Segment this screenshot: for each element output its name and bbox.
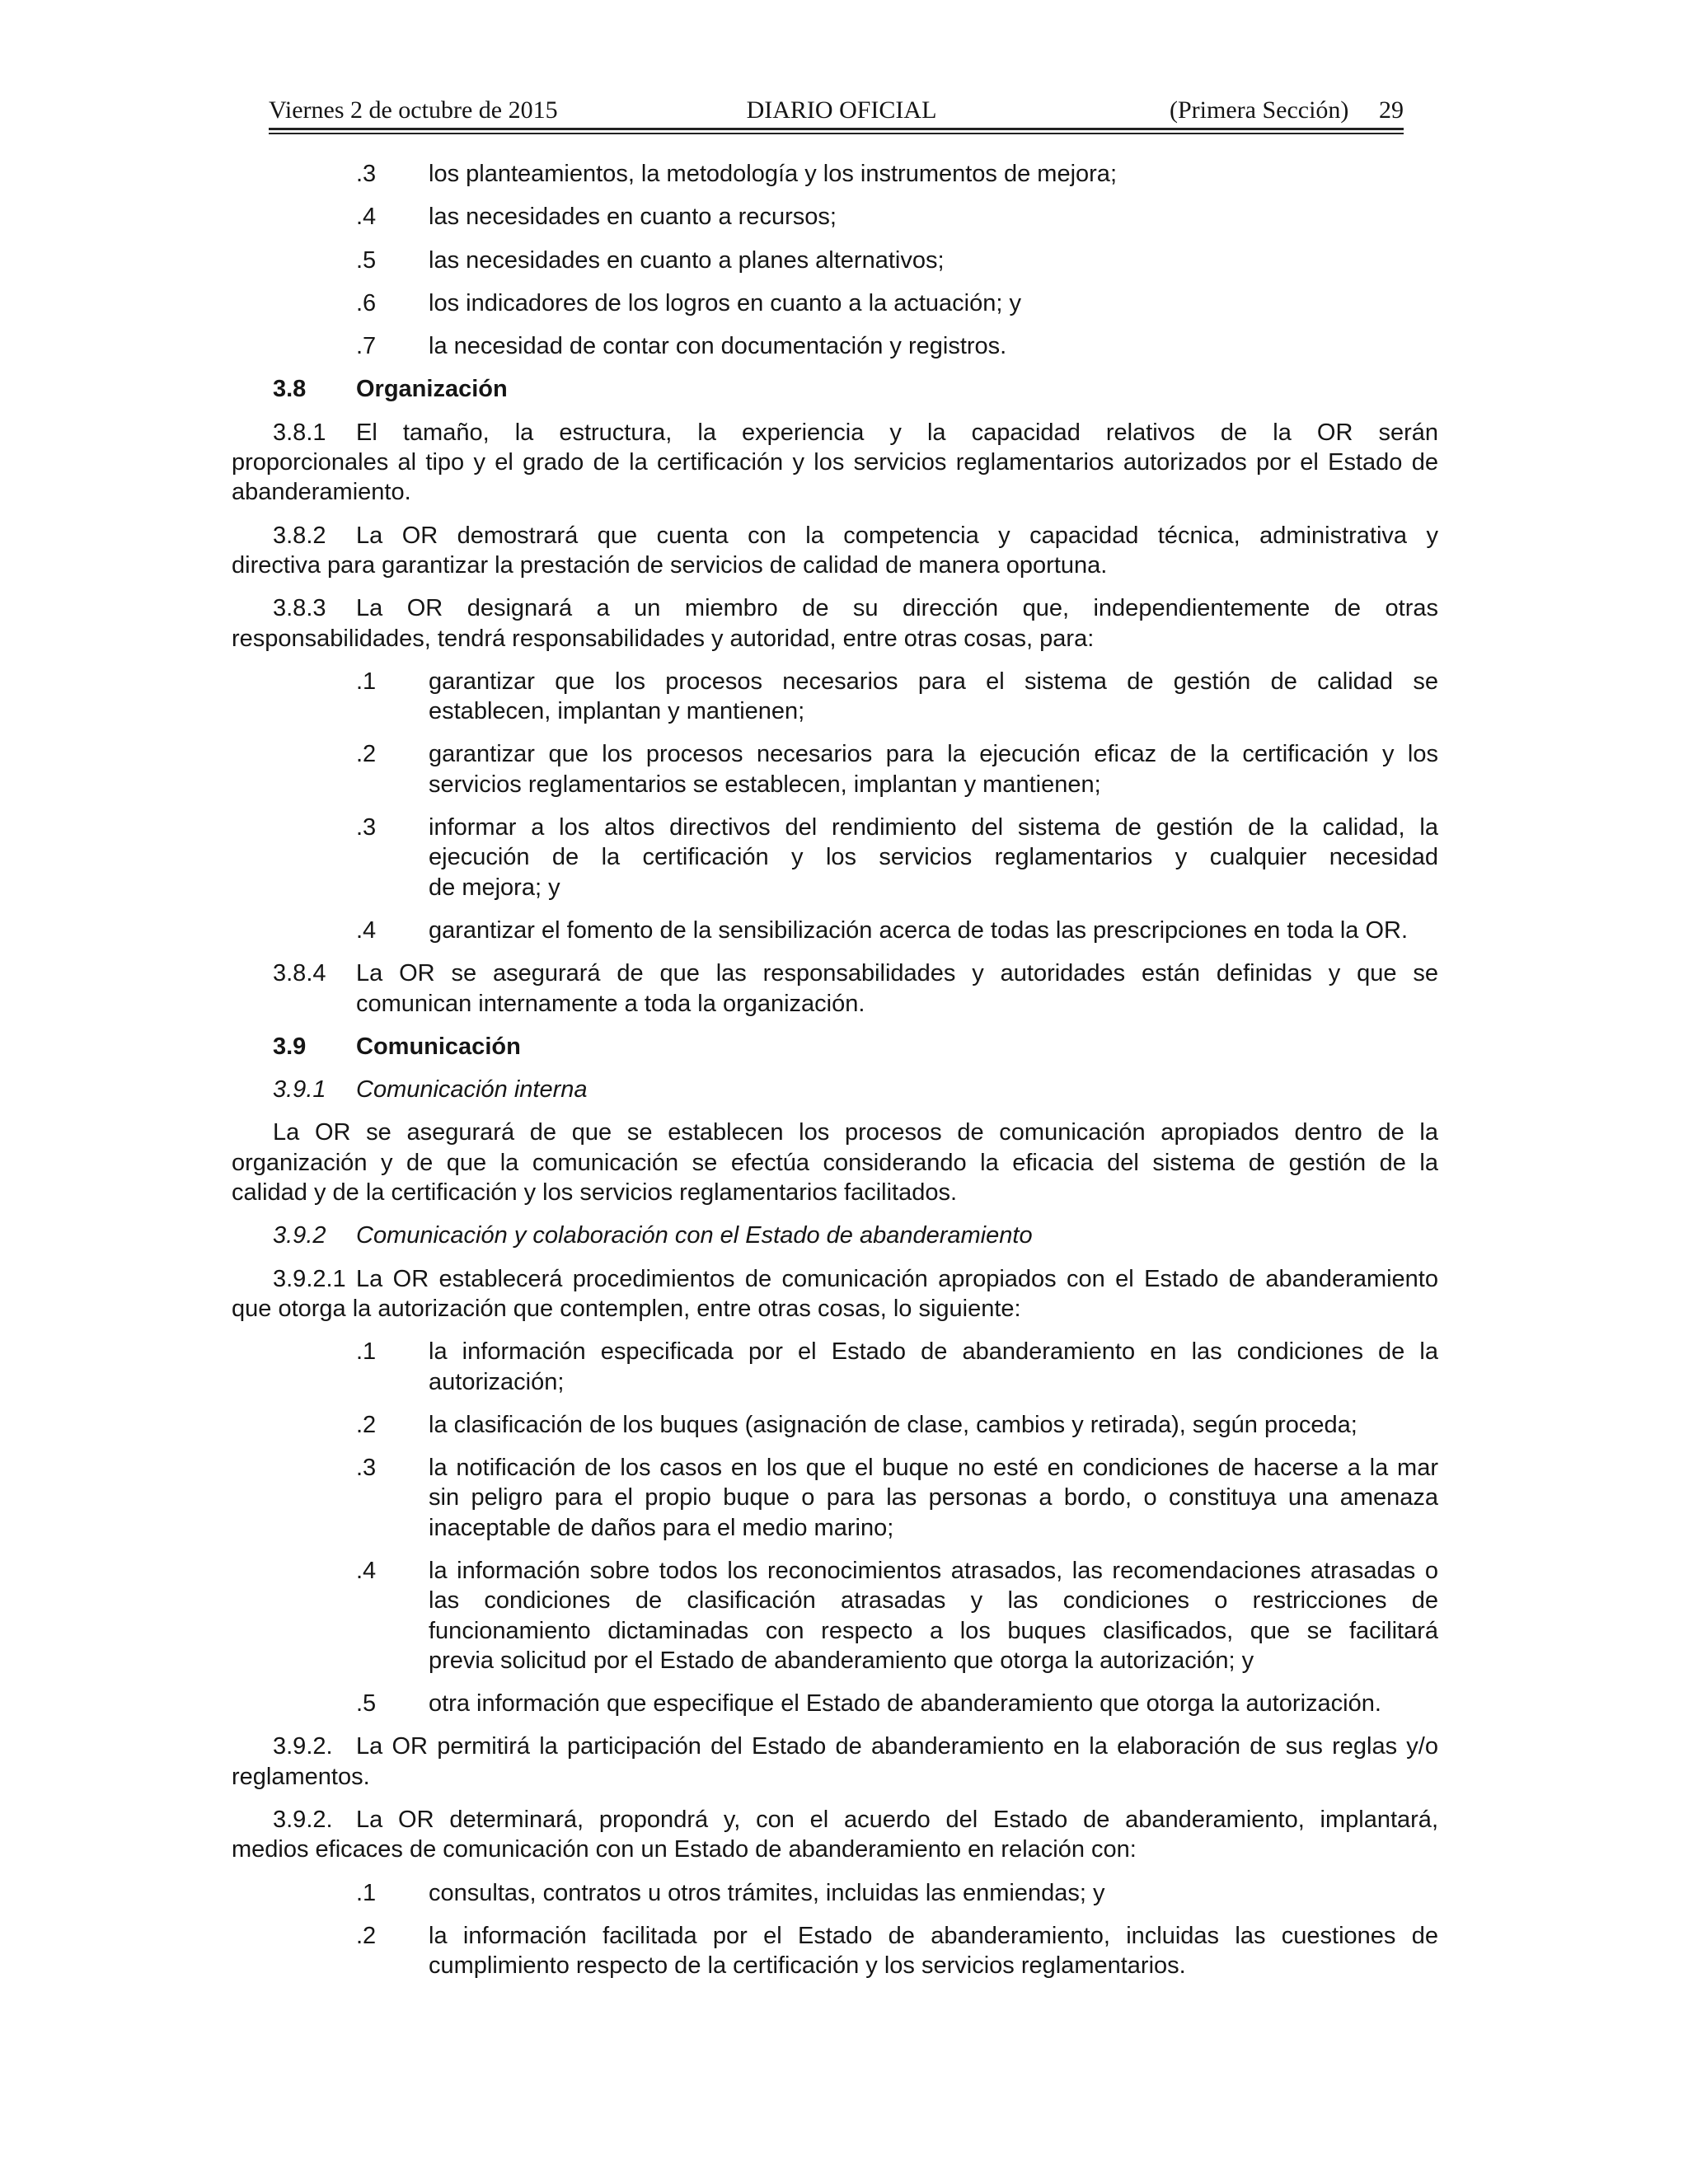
text-line: El tamaño, la estructura, la experiencia y la capacidad relativos de la OR serán — [356, 419, 1438, 446]
text-line: otra información que especifique el Estado de abanderamiento que otorga la autorización. — [429, 1690, 1381, 1718]
subsection-title: Comunicación interna — [356, 1076, 588, 1104]
list-item — [232, 667, 1438, 727]
text-line: ejecución de la certificación y los servicios reglamentarios y cualquier necesidad — [429, 844, 1438, 871]
list-item — [232, 331, 1438, 361]
text-line: La OR demostrará que cuenta con la competencia y capacidad técnica, administrativa y — [356, 522, 1438, 549]
item-number: .4 — [356, 1557, 377, 1584]
header-rule-thick — [269, 128, 1404, 130]
paragraph — [232, 1805, 1438, 1865]
text-line: responsabilidades, tendrá responsabilidades y autoridad, entre otras cosas, para: — [232, 625, 1095, 652]
text-line: garantizar que los procesos necesarios para la ejecución eficaz de la certificación y los — [429, 741, 1438, 768]
item-number: .2 — [356, 1922, 377, 1949]
item-number: .5 — [356, 246, 377, 274]
text-line: inaceptable de daños para el medio marino; — [429, 1514, 894, 1541]
text-line: La OR se asegurará de que las responsabilidades y autoridades están definidas y que se — [356, 960, 1438, 987]
section-number: 3.9 — [273, 1033, 307, 1060]
paragraph — [232, 1264, 1438, 1324]
paragraph-number: 3.8.1 — [273, 419, 326, 446]
item-number: .4 — [356, 916, 377, 944]
list-item — [232, 916, 1438, 945]
section-title: Organización — [356, 376, 508, 403]
text-line: la notificación de los casos en los que el buque no esté en condiciones de hacerse a la mar — [429, 1455, 1438, 1482]
paragraph-number: 3.8.3 — [273, 595, 326, 622]
paragraph-number: 3.9.2.1 — [273, 1265, 346, 1292]
item-number: .4 — [356, 204, 377, 231]
paragraph — [232, 521, 1438, 581]
text-line: calidad y de la certificación y los servicios reglamentarios facilitados. — [232, 1179, 958, 1207]
text-line: servicios reglamentarios se establecen, implantan y mantienen; — [429, 771, 1101, 798]
section-label: (Primera Sección) — [1170, 96, 1349, 124]
subsection-title: Comunicación y colaboración con el Estado de abanderamiento — [356, 1222, 1033, 1249]
text-line: proporcionales al tipo y el grado de la certificación y los servicios reglamentarios autorizados por el Estado de — [232, 449, 1438, 476]
text-line: los indicadores de los logros en cuanto a la actuación; y — [429, 289, 1021, 316]
list-item — [232, 159, 1438, 189]
text-line: los planteamientos, la metodología y los instrumentos de mejora; — [429, 161, 1117, 187]
item-number: .6 — [356, 289, 377, 316]
text-line: autorización; — [429, 1368, 565, 1395]
list-item — [232, 813, 1438, 902]
list-item — [232, 288, 1438, 318]
text-line: la información especificada por el Estado de abanderamiento en las condiciones de la — [429, 1338, 1438, 1366]
text-line: La OR designará a un miembro de su dirección que, independientemente de otras — [356, 595, 1438, 622]
text-line: las necesidades en cuanto a recursos; — [429, 204, 837, 231]
list-item — [232, 1556, 1438, 1675]
subsection-number: 3.9.1 — [273, 1076, 326, 1104]
text-line: directiva para garantizar la prestación de servicios de calidad de manera oportuna. — [232, 551, 1108, 579]
item-number: .5 — [356, 1690, 377, 1718]
text-line: establecen, implantan y mantienen; — [429, 698, 805, 725]
text-line: consultas, contratos u otros trámites, incluidas las enmiendas; y — [429, 1879, 1105, 1906]
paragraph — [232, 1732, 1438, 1792]
text-line: La OR permitirá la participación del Estado de abanderamiento en la elaboración de sus reglas y/o — [356, 1733, 1438, 1760]
list-item — [232, 202, 1438, 232]
text-line: medios eficaces de comunicación con un Estado de abanderamiento en relación con: — [232, 1836, 1137, 1863]
text-line: la información sobre todos los reconocimientos atrasados, las recomendaciones atrasadas o — [429, 1557, 1438, 1584]
paragraph-number: 3.8.2 — [273, 522, 326, 549]
list-item — [232, 1410, 1438, 1440]
text-line: La OR establecerá procedimientos de comunicación apropiados con el Estado de abanderamiento — [356, 1265, 1438, 1292]
item-number: .7 — [356, 333, 377, 360]
list-item — [232, 246, 1438, 275]
subsection-heading — [232, 1075, 1438, 1104]
list-item — [232, 1689, 1438, 1718]
paragraph-number: 3.8.4 — [273, 960, 326, 987]
paragraph-number: 3.9.2. — [273, 1733, 333, 1760]
paragraph — [232, 418, 1438, 508]
paragraph — [232, 593, 1438, 654]
text-line: La OR determinará, propondrá y, con el acuerdo del Estado de abanderamiento, implantará, — [356, 1807, 1438, 1834]
subsection-heading — [232, 1221, 1438, 1250]
paragraph-number: 3.9.2. — [273, 1807, 333, 1834]
publication-title: DIARIO OFICIAL — [746, 96, 937, 124]
item-number: .3 — [356, 1455, 377, 1482]
text-line: informar a los altos directivos del rendimiento del sistema de gestión de la calidad, la — [429, 814, 1438, 841]
page-number: 29 — [1379, 96, 1404, 124]
paragraph — [232, 1118, 1438, 1207]
text-line: previa solicitud por el Estado de abanderamiento que otorga la autorización; y — [429, 1647, 1254, 1674]
section-heading — [232, 1032, 1438, 1062]
text-line: sin peligro para el propio buque o para las personas a bordo, o constituya una amenaza — [429, 1484, 1438, 1511]
item-number: .1 — [356, 1879, 377, 1906]
list-item — [232, 1878, 1438, 1908]
text-line: organización y de que la comunicación se efectúa considerando la eficacia del sistema de gestión de la — [232, 1149, 1438, 1176]
text-line: la necesidad de contar con documentación y registros. — [429, 333, 1007, 360]
list-item — [232, 1453, 1438, 1543]
item-number: .3 — [356, 161, 377, 187]
text-line: las condiciones de clasificación atrasadas y las condiciones o restricciones de — [429, 1587, 1438, 1615]
section-heading — [232, 374, 1438, 404]
header-rule-thin — [269, 133, 1404, 134]
item-number: .1 — [356, 668, 377, 695]
list-item — [232, 1337, 1438, 1397]
text-line: abanderamiento. — [232, 479, 411, 506]
item-number: .1 — [356, 1338, 377, 1366]
text-line: funcionamiento dictaminadas con respecto a los buques clasificados, que se facilitará — [429, 1617, 1438, 1644]
paragraph — [232, 958, 1438, 1019]
section-title: Comunicación — [356, 1033, 521, 1060]
list-item — [232, 1921, 1438, 1981]
item-number: .2 — [356, 741, 377, 768]
item-number: .3 — [356, 814, 377, 841]
text-line: garantizar que los procesos necesarios para el sistema de gestión de calidad se — [429, 668, 1438, 695]
text-line: cumplimiento respecto de la certificación y los servicios reglamentarios. — [429, 1952, 1186, 1980]
text-line: de mejora; y — [429, 874, 560, 901]
text-line: que otorga la autorización que contemplen, entre otras cosas, lo siguiente: — [232, 1295, 1021, 1322]
list-item — [232, 739, 1438, 799]
item-number: .2 — [356, 1411, 377, 1438]
text-line: la información facilitada por el Estado de abanderamiento, incluidas las cuestiones de — [429, 1922, 1438, 1949]
text-line: La OR se asegurará de que se establecen los procesos de comunicación apropiados dentro de la — [273, 1119, 1438, 1146]
text-line: la clasificación de los buques (asignación de clase, cambios y retirada), según proceda; — [429, 1411, 1357, 1438]
subsection-number: 3.9.2 — [273, 1222, 326, 1249]
text-line: comunican internamente a toda la organización. — [356, 990, 865, 1017]
text-line: reglamentos. — [232, 1763, 370, 1790]
section-number: 3.8 — [273, 376, 307, 403]
publication-date: Viernes 2 de octubre de 2015 — [269, 96, 558, 124]
document-body — [232, 159, 1438, 1994]
text-line: las necesidades en cuanto a planes alternativos; — [429, 246, 945, 274]
text-line: garantizar el fomento de la sensibilización acerca de todas las prescripciones en toda la OR. — [429, 916, 1409, 944]
